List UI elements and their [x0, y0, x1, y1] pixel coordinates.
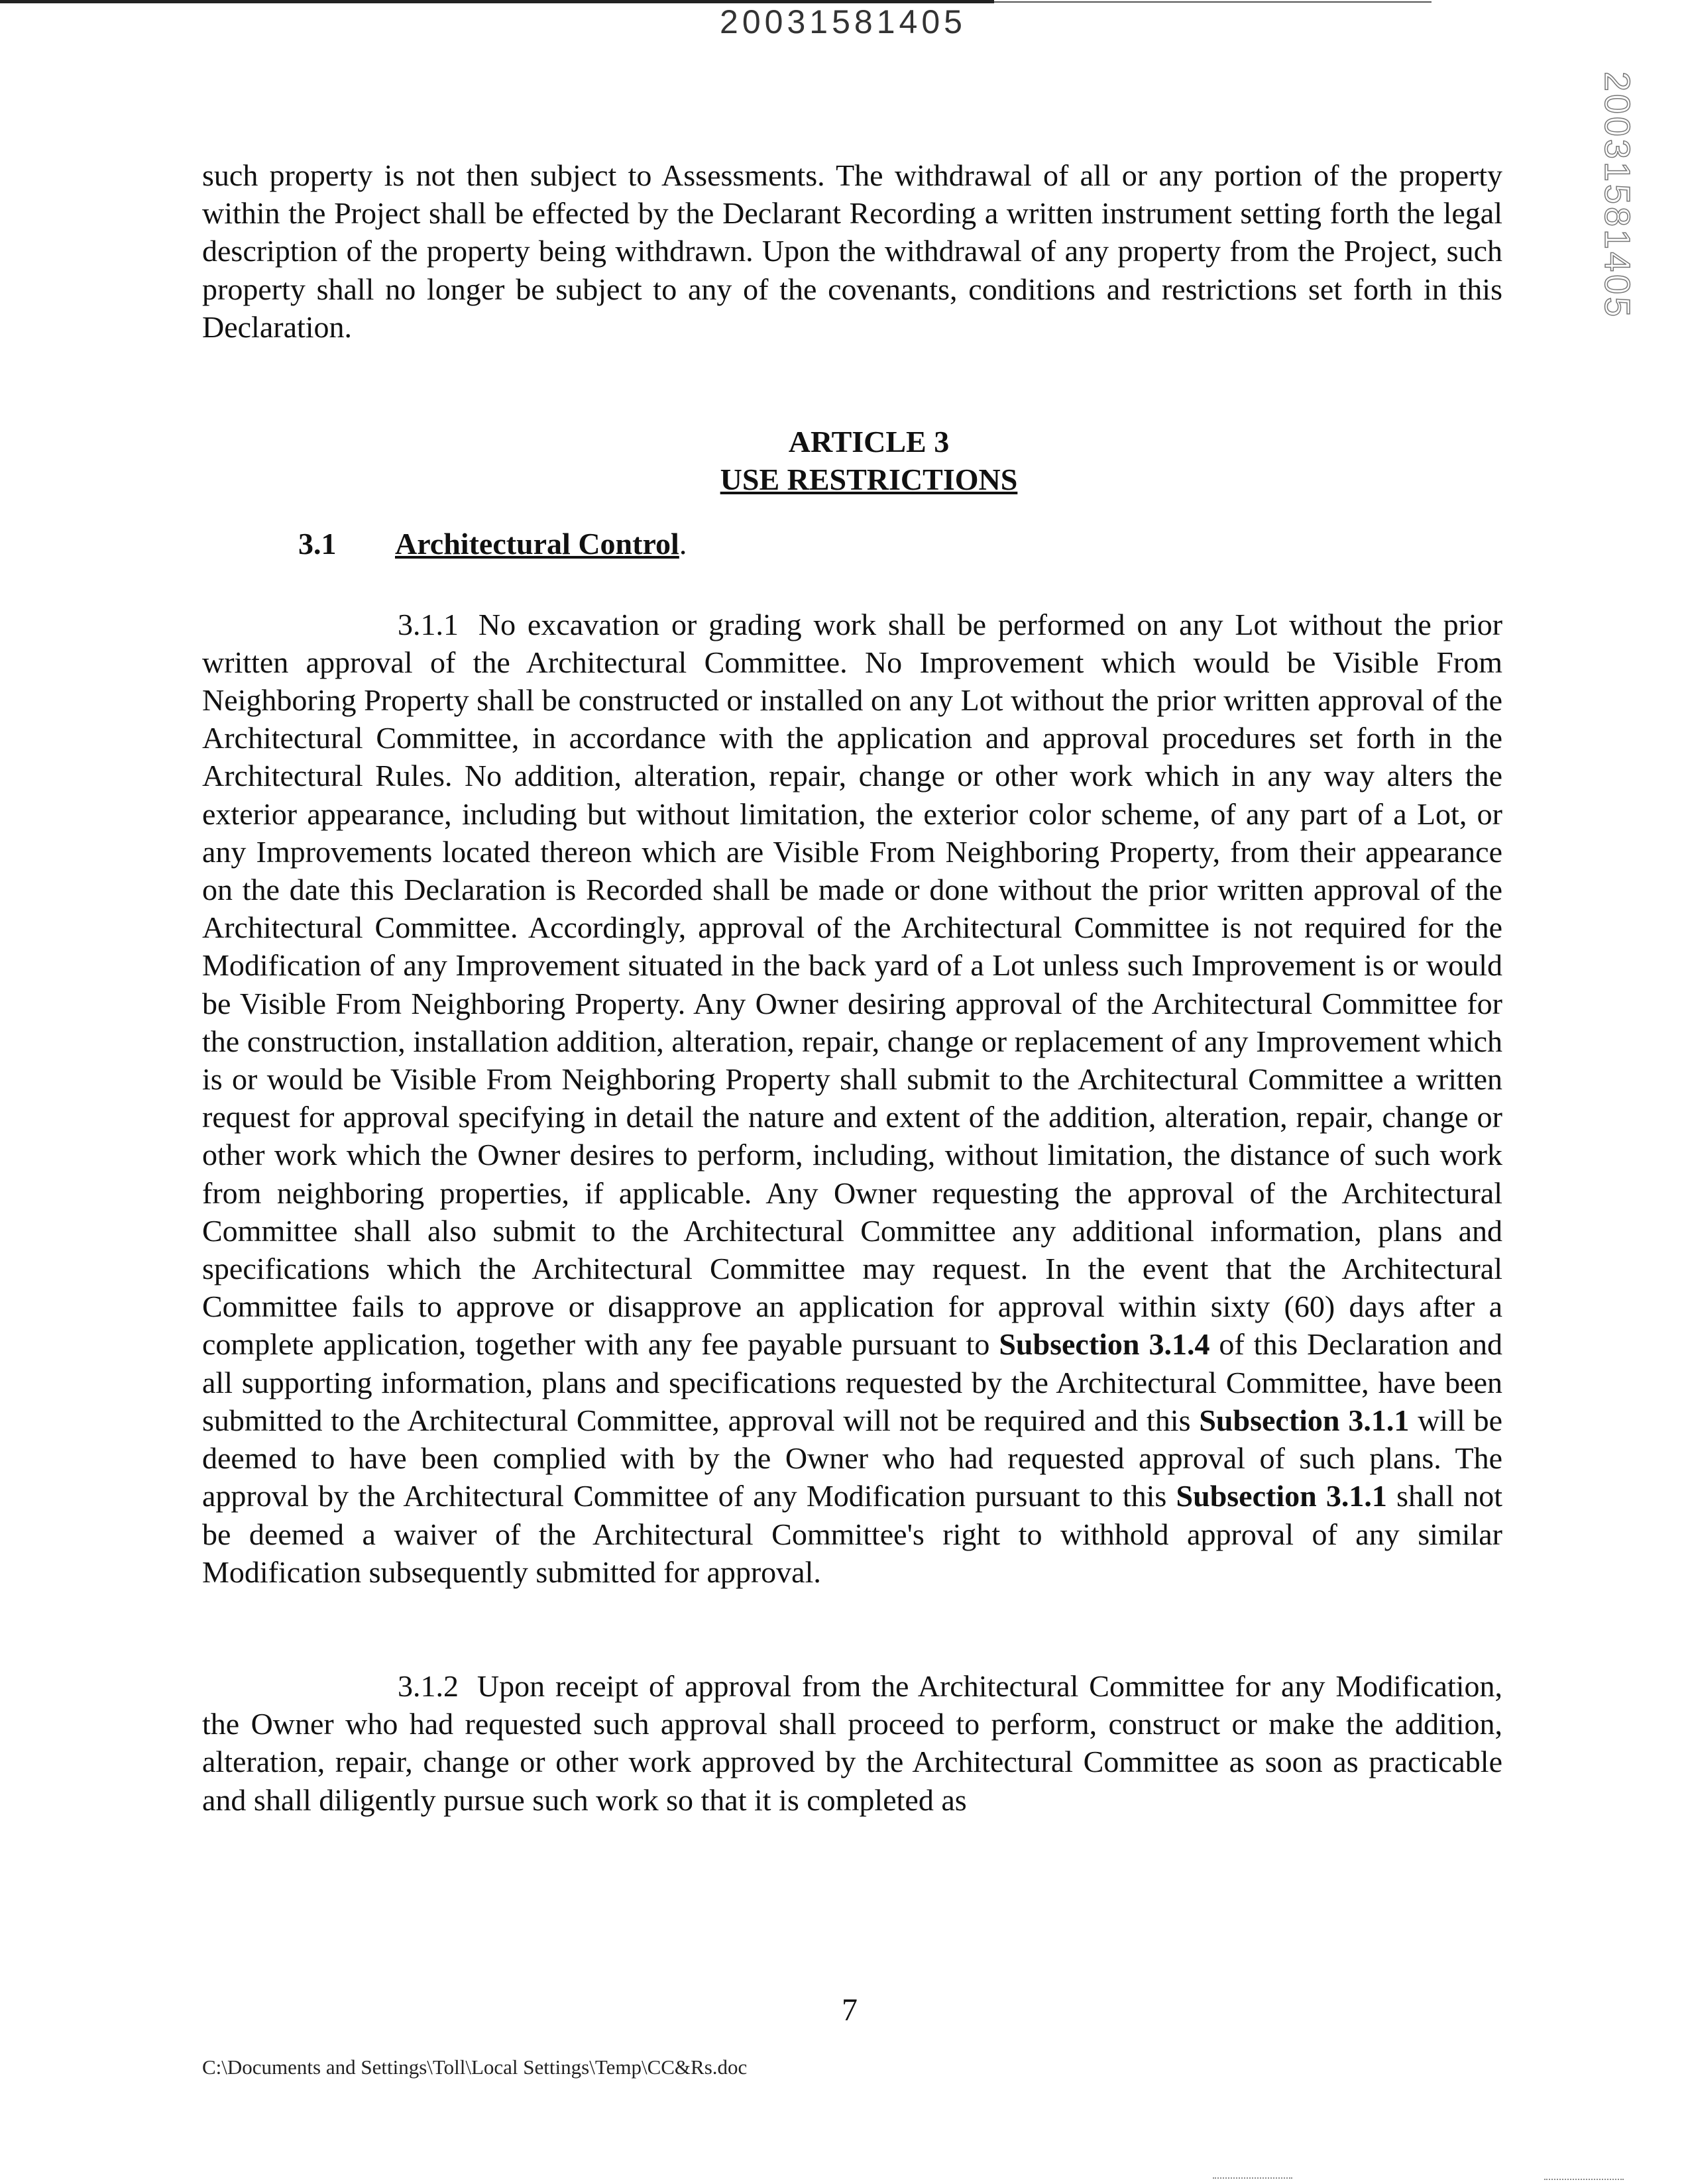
section-title-period: .: [679, 527, 687, 561]
footer-file-path: C:\Documents and Settings\Toll\Local Settings\Temp\CC&Rs.doc: [202, 2055, 748, 2079]
subsection-text: shall not be deemed a waiver of the Architectural Committee's right to withhold approval of any similar Modification subsequently submitted for approval.: [202, 1479, 1502, 1589]
page-number: 7: [842, 1993, 858, 2028]
article-title: USE RESTRICTIONS: [720, 463, 1018, 497]
scan-specks: [1213, 2177, 1292, 2180]
page-content: [202, 156, 1502, 1819]
intro-paragraph: such property is not then subject to Assessments. The withdrawal of all or any portion of the property within the Project shall be effected by the Declarant Recording a written instrument setting forth the legal description of the property being withdrawn. Upon the withdrawal of any property from the Project, such property shall no longer be subject to any of the covenants, conditions and restrictions set forth in this Declaration.: [202, 158, 1502, 344]
subsection-text: will be deemed to have been complied with by the Owner who had requested approval of such plans. The approval by the Architectural Committee of any Modification pursuant to this: [202, 1403, 1503, 1513]
subsection-text: of this Declaration and all supporting information, plans and specifications requested by the Architectural Committee, have been submitted to the Architectural Committee, approval will not be required and this: [202, 1327, 1503, 1437]
side-recording-stamp-text: 20031581405: [1597, 71, 1638, 320]
section-title: Architectural Control: [395, 527, 679, 561]
side-recording-stamp: [1587, 71, 1647, 320]
article-heading: [202, 423, 1502, 498]
subsection-reference: Subsection 3.1.1: [1199, 1403, 1410, 1437]
section-number: 3.1: [298, 527, 337, 561]
subsection-reference: Subsection 3.1.1: [1176, 1479, 1387, 1513]
subsection-number: 3.1.1: [398, 607, 459, 641]
subsection-reference: Subsection 3.1.4: [999, 1327, 1210, 1362]
article-number: ARTICLE 3: [788, 425, 950, 459]
subsection-number: 3.1.2: [398, 1668, 459, 1703]
section-heading: [202, 525, 1502, 563]
subsection-3-1-2: [202, 1667, 1502, 1819]
recording-number: 20031581405: [720, 3, 966, 40]
subsection-text: Upon receipt of approval from the Architectural Committee for any Modification, the Owner who had requested such approval shall proceed to perform, construct or make the addition, alteration, repair, change or other work approved by the Architectural Committee as soon as practicable and shall diligently pursue such work so that it is completed as: [202, 1668, 1503, 1817]
subsection-3-1-1: [202, 606, 1502, 1591]
subsection-text: No excavation or grading work shall be performed on any Lot without the prior written approval of the Architectural Committee. No Improvement which would be Visible From Neighboring Property shall be constructed or installed on any Lot without the prior written approval of the Architectural Committee, in accordance with the application and approval procedures set forth in the Architectural Rules. No addition, alteration, repair, change or other work which in any way alters the exterior appearance, including but without limitation, the exterior color scheme, of any part of a Lot, or any Improvements located thereon which are Visible From Neighboring Property, from their appearance on the date this Declaration is Recorded shall be made or done without the prior written approval of the Architectural Committee. Accordingly, approval of the Architectural Committee is not required for the Modification of any Improvement situated in the back yard of a Lot unless such Improvement is or would be Visible From Neighboring Property. Any Owner desiring approval of the Architectural Committee for the construction, installation addition, alteration, repair, change or replacement of any Improvement which is or would be Visible From Neighboring Property shall submit to the Architectural Committee a written request for approval specifying in detail the nature and extent of the addition, alteration, repair, change or other work which the Owner desires to perform, including, without limitation, the distance of such work from neighboring properties, if applicable. Any Owner requesting the approval of the Architectural Committee shall also submit to the Architectural Committee any additional information, plans and specifications which the Architectural Committee may request. In the event that the Architectural Committee fails to approve or disapprove an application for approval within sixty (60) days after a complete application, together with any fee payable pursuant to: [202, 607, 1503, 1362]
scan-specks: [1544, 2179, 1624, 2181]
